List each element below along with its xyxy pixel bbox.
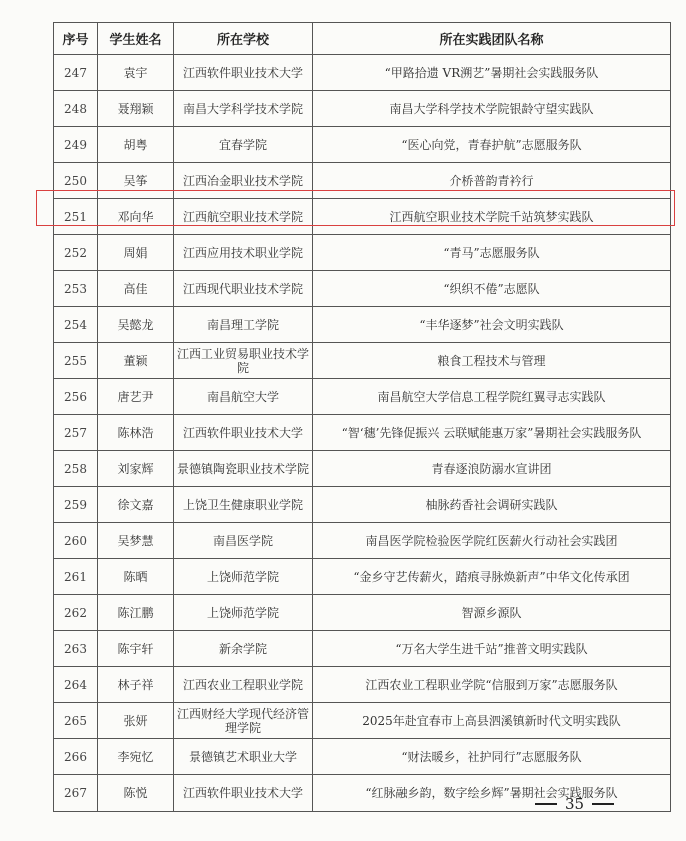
cell-team-name: “财法暖乡，社护同行”志愿服务队 [313, 739, 671, 775]
cell-student-name: 徐文嘉 [98, 487, 174, 523]
cell-school: 景德镇艺术职业大学 [174, 739, 313, 775]
cell-school: 江西农业工程职业学院 [174, 667, 313, 703]
header-school: 所在学校 [174, 23, 313, 55]
cell-school: 景德镇陶瓷职业技术学院 [174, 451, 313, 487]
table-row [54, 91, 671, 127]
cell-team-name: 江西航空职业技术学院千站筑梦实践队 [313, 199, 671, 235]
cell-school: 江西应用技术职业学院 [174, 235, 313, 271]
table-row [54, 379, 671, 415]
student-team-table [53, 22, 671, 812]
cell-number: 258 [54, 451, 98, 487]
cell-student-name: 袁宇 [98, 55, 174, 91]
table-row [54, 199, 671, 235]
table-row [54, 667, 671, 703]
cell-school: 南昌医学院 [174, 523, 313, 559]
cell-student-name: 张妍 [98, 703, 174, 739]
cell-number: 265 [54, 703, 98, 739]
cell-school: 江西财经大学现代经济管理学院 [174, 703, 313, 739]
table-row [54, 595, 671, 631]
table-row [54, 739, 671, 775]
cell-student-name: 胡粤 [98, 127, 174, 163]
cell-team-name: “青马”志愿服务队 [313, 235, 671, 271]
page-footer [535, 793, 614, 815]
cell-number: 257 [54, 415, 98, 451]
cell-school: 江西软件职业技术大学 [174, 415, 313, 451]
cell-school: 南昌理工学院 [174, 307, 313, 343]
cell-team-name: “万名大学生进千站”推普文明实践队 [313, 631, 671, 667]
cell-number: 248 [54, 91, 98, 127]
cell-team-name: 南昌大学科学技术学院银龄守望实践队 [313, 91, 671, 127]
cell-student-name: 唐艺尹 [98, 379, 174, 415]
cell-school: 江西软件职业技术大学 [174, 55, 313, 91]
cell-number: 260 [54, 523, 98, 559]
cell-number: 247 [54, 55, 98, 91]
cell-number: 252 [54, 235, 98, 271]
cell-number: 261 [54, 559, 98, 595]
table-row [54, 559, 671, 595]
table-row [54, 235, 671, 271]
cell-school: 江西现代职业技术学院 [174, 271, 313, 307]
cell-team-name: “丰华逐梦”社会文明实践队 [313, 307, 671, 343]
cell-number: 262 [54, 595, 98, 631]
cell-student-name: 周娟 [98, 235, 174, 271]
cell-number: 266 [54, 739, 98, 775]
table-row [54, 163, 671, 199]
cell-student-name: 陈晒 [98, 559, 174, 595]
cell-team-name: 介桥普韵青衿行 [313, 163, 671, 199]
cell-number: 255 [54, 343, 98, 379]
cell-team-name: 江西农业工程职业学院“信服到万家”志愿服务队 [313, 667, 671, 703]
footer-dash-left [535, 803, 557, 805]
cell-student-name: 陈林浩 [98, 415, 174, 451]
cell-student-name: 聂翔颖 [98, 91, 174, 127]
cell-student-name: 陈江鹏 [98, 595, 174, 631]
table-row [54, 271, 671, 307]
page-number: 35 [565, 795, 585, 813]
cell-team-name: “金乡守艺传薪火，踏痕寻脉焕新声”中华文化传承团 [313, 559, 671, 595]
cell-number: 264 [54, 667, 98, 703]
cell-team-name: “医心向党，青春护航”志愿服务队 [313, 127, 671, 163]
cell-student-name: 高佳 [98, 271, 174, 307]
cell-school: 江西工业贸易职业技术学院 [174, 343, 313, 379]
cell-number: 250 [54, 163, 98, 199]
cell-school: 上饶卫生健康职业学院 [174, 487, 313, 523]
cell-number: 251 [54, 199, 98, 235]
header-team-name: 所在实践团队名称 [313, 23, 671, 55]
table-row [54, 631, 671, 667]
table-row [54, 451, 671, 487]
cell-team-name: 粮食工程技术与管理 [313, 343, 671, 379]
table-row [54, 487, 671, 523]
cell-team-name: 智源乡源队 [313, 595, 671, 631]
table-row [54, 307, 671, 343]
cell-team-name: 南昌医学院检验医学院红医薪火行动社会实践团 [313, 523, 671, 559]
cell-school: 江西冶金职业技术学院 [174, 163, 313, 199]
cell-student-name: 邓向华 [98, 199, 174, 235]
cell-team-name: 柚脉药香社会调研实践队 [313, 487, 671, 523]
cell-number: 259 [54, 487, 98, 523]
table-row [54, 703, 671, 739]
footer-dash-right [592, 803, 614, 805]
cell-number: 253 [54, 271, 98, 307]
cell-team-name: “红脉融乡韵，数字绘乡辉”暑期社会实践服务队 [313, 775, 671, 812]
cell-school: 上饶师范学院 [174, 559, 313, 595]
cell-student-name: 陈悦 [98, 775, 174, 812]
table-header-row [54, 23, 671, 55]
table-row [54, 55, 671, 91]
cell-student-name: 陈宇轩 [98, 631, 174, 667]
cell-number: 267 [54, 775, 98, 812]
cell-school: 上饶师范学院 [174, 595, 313, 631]
cell-student-name: 刘家辉 [98, 451, 174, 487]
cell-student-name: 吴筝 [98, 163, 174, 199]
cell-school: 宜春学院 [174, 127, 313, 163]
cell-number: 263 [54, 631, 98, 667]
cell-school: 江西航空职业技术学院 [174, 199, 313, 235]
cell-student-name: 林子祥 [98, 667, 174, 703]
cell-student-name: 吴懿龙 [98, 307, 174, 343]
cell-student-name: 董颖 [98, 343, 174, 379]
cell-team-name: “甲路拾遗 VR溯艺”暑期社会实践服务队 [313, 55, 671, 91]
cell-team-name: 2025年赴宜春市上高县泗溪镇新时代文明实践队 [313, 703, 671, 739]
cell-number: 249 [54, 127, 98, 163]
table-row [54, 127, 671, 163]
table-body [54, 55, 671, 812]
cell-school: 新余学院 [174, 631, 313, 667]
cell-team-name: 南昌航空大学信息工程学院红翼寻志实践队 [313, 379, 671, 415]
cell-student-name: 李宛忆 [98, 739, 174, 775]
table-row [54, 415, 671, 451]
table-header [54, 23, 671, 55]
cell-student-name: 吴梦慧 [98, 523, 174, 559]
cell-school: 江西软件职业技术大学 [174, 775, 313, 812]
cell-team-name: 青春逐浪防溺水宣讲团 [313, 451, 671, 487]
cell-team-name: “智‘穗’先锋促振兴 云联赋能惠万家”暑期社会实践服务队 [313, 415, 671, 451]
cell-school: 南昌航空大学 [174, 379, 313, 415]
header-student-name: 学生姓名 [98, 23, 174, 55]
table-row [54, 523, 671, 559]
cell-school: 南昌大学科学技术学院 [174, 91, 313, 127]
cell-number: 254 [54, 307, 98, 343]
cell-team-name: “织织不倦”志愿队 [313, 271, 671, 307]
cell-number: 256 [54, 379, 98, 415]
header-number: 序号 [54, 23, 98, 55]
table-row [54, 343, 671, 379]
